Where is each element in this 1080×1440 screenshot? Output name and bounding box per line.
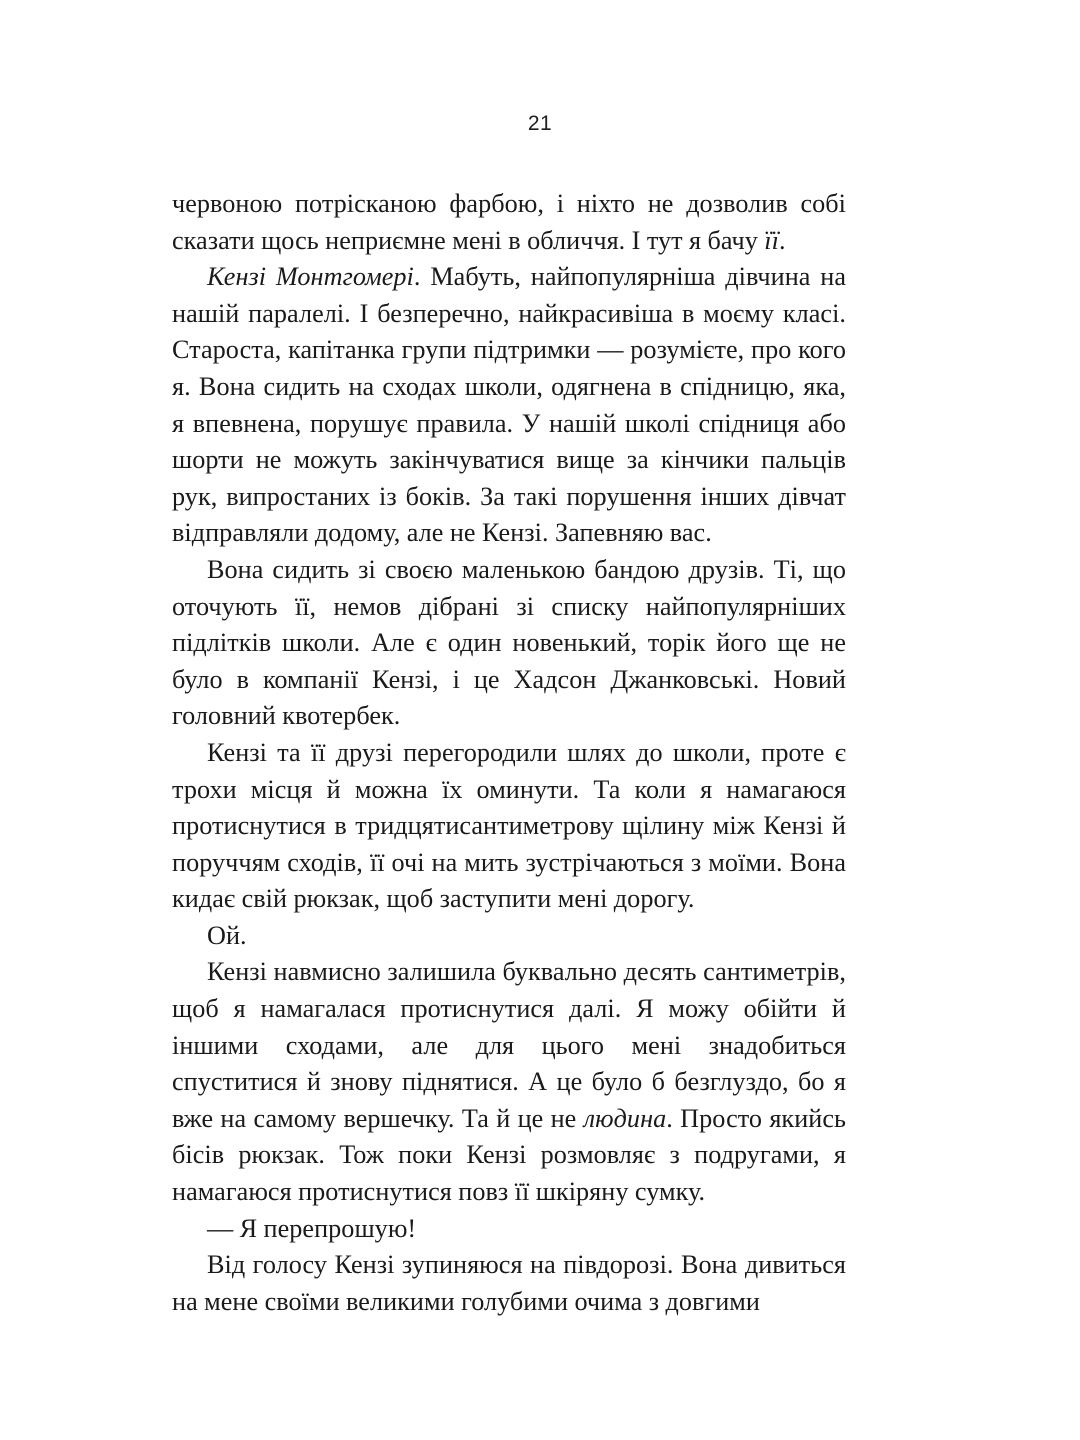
paragraph-oy xyxy=(172,918,846,955)
paragraph-ten-centimeters xyxy=(172,954,846,1210)
text-run: Вона сидить зі своєю маленькою бандою друзів. Ті, що оточують її, немов дібрані зі списку найпопулярніших підлітків школи. Але є один новенький, торік його ще не було в компанії Кензі, і це Хадсон Джанковські. Новий головний квотербек. xyxy=(172,554,846,731)
paragraph-blue-eyes xyxy=(172,1247,846,1320)
text-run: Від голосу Кензі зупиняюся на півдорозі. Вона дивиться на мене своїми великими голубими очима з довгими xyxy=(172,1250,846,1316)
body-text-block xyxy=(172,186,846,1320)
italic-run: людина xyxy=(583,1103,667,1133)
page-number: 21 xyxy=(527,112,553,135)
text-run: . Мабуть, найпопулярніша дівчина на нашій паралелі. І безперечно, найкрасивіша в моєму класі. Староста, капітанка групи підтримки — розумієте, про кого я. Вона сидить на сходах школи, одягнена в спідницю, яка, я впевнена, порушує правила. У нашій школі спідниця або шорти не можуть закінчуватися вище за кінчики пальців рук, випростаних із боків. За такі порушення інших дівчат відправляли додому, але не Кензі. Запевняю вас. xyxy=(172,262,846,548)
text-run: Кензі та її друзі перегородили шлях до школи, проте є трохи місця й можна їх оминути. Та коли я намагаюся протиснутися в тридцятисантиметрову щілину між Кензі й поруччям сходів, її очі на мить зустрічаються з моїми. Вона кидає свій рюкзак, щоб заступити мені дорогу. xyxy=(172,737,846,914)
text-run: Ой. xyxy=(207,920,247,950)
text-run: Кензі навмисно залишила буквально десять сантиметрів, щоб я намагалася протиснутися далі. Я можу обійти й іншими сходами, але для цього мені знадобиться спуститися й знову піднятися. А це було б безглуздо, бо я вже на самому вершечку. Та й це не xyxy=(172,957,846,1133)
paragraph-her-friends xyxy=(172,552,846,735)
paragraph-blocked-path xyxy=(172,735,846,918)
text-run: червоною потрісканою фарбою, і ніхто не дозволив собі сказати щось неприємне мені в обличчя. І тут я бачу xyxy=(172,189,846,255)
italic-run: Кензі Монтгомері xyxy=(207,262,414,292)
paragraph-kenzie-montgomery xyxy=(172,259,846,552)
italic-run: її xyxy=(764,225,779,255)
text-run: . xyxy=(778,225,786,255)
text-run: . Просто якийсь бісів рюкзак. Тож поки Кензі розмовляє з подругами, я намагаюся протиснутися повз її шкіряну сумку. xyxy=(172,1103,846,1207)
text-run: — Я перепрошую! xyxy=(207,1213,417,1243)
paragraph-dialogue-excuse-me xyxy=(172,1211,846,1248)
paragraph-continued xyxy=(172,186,846,259)
